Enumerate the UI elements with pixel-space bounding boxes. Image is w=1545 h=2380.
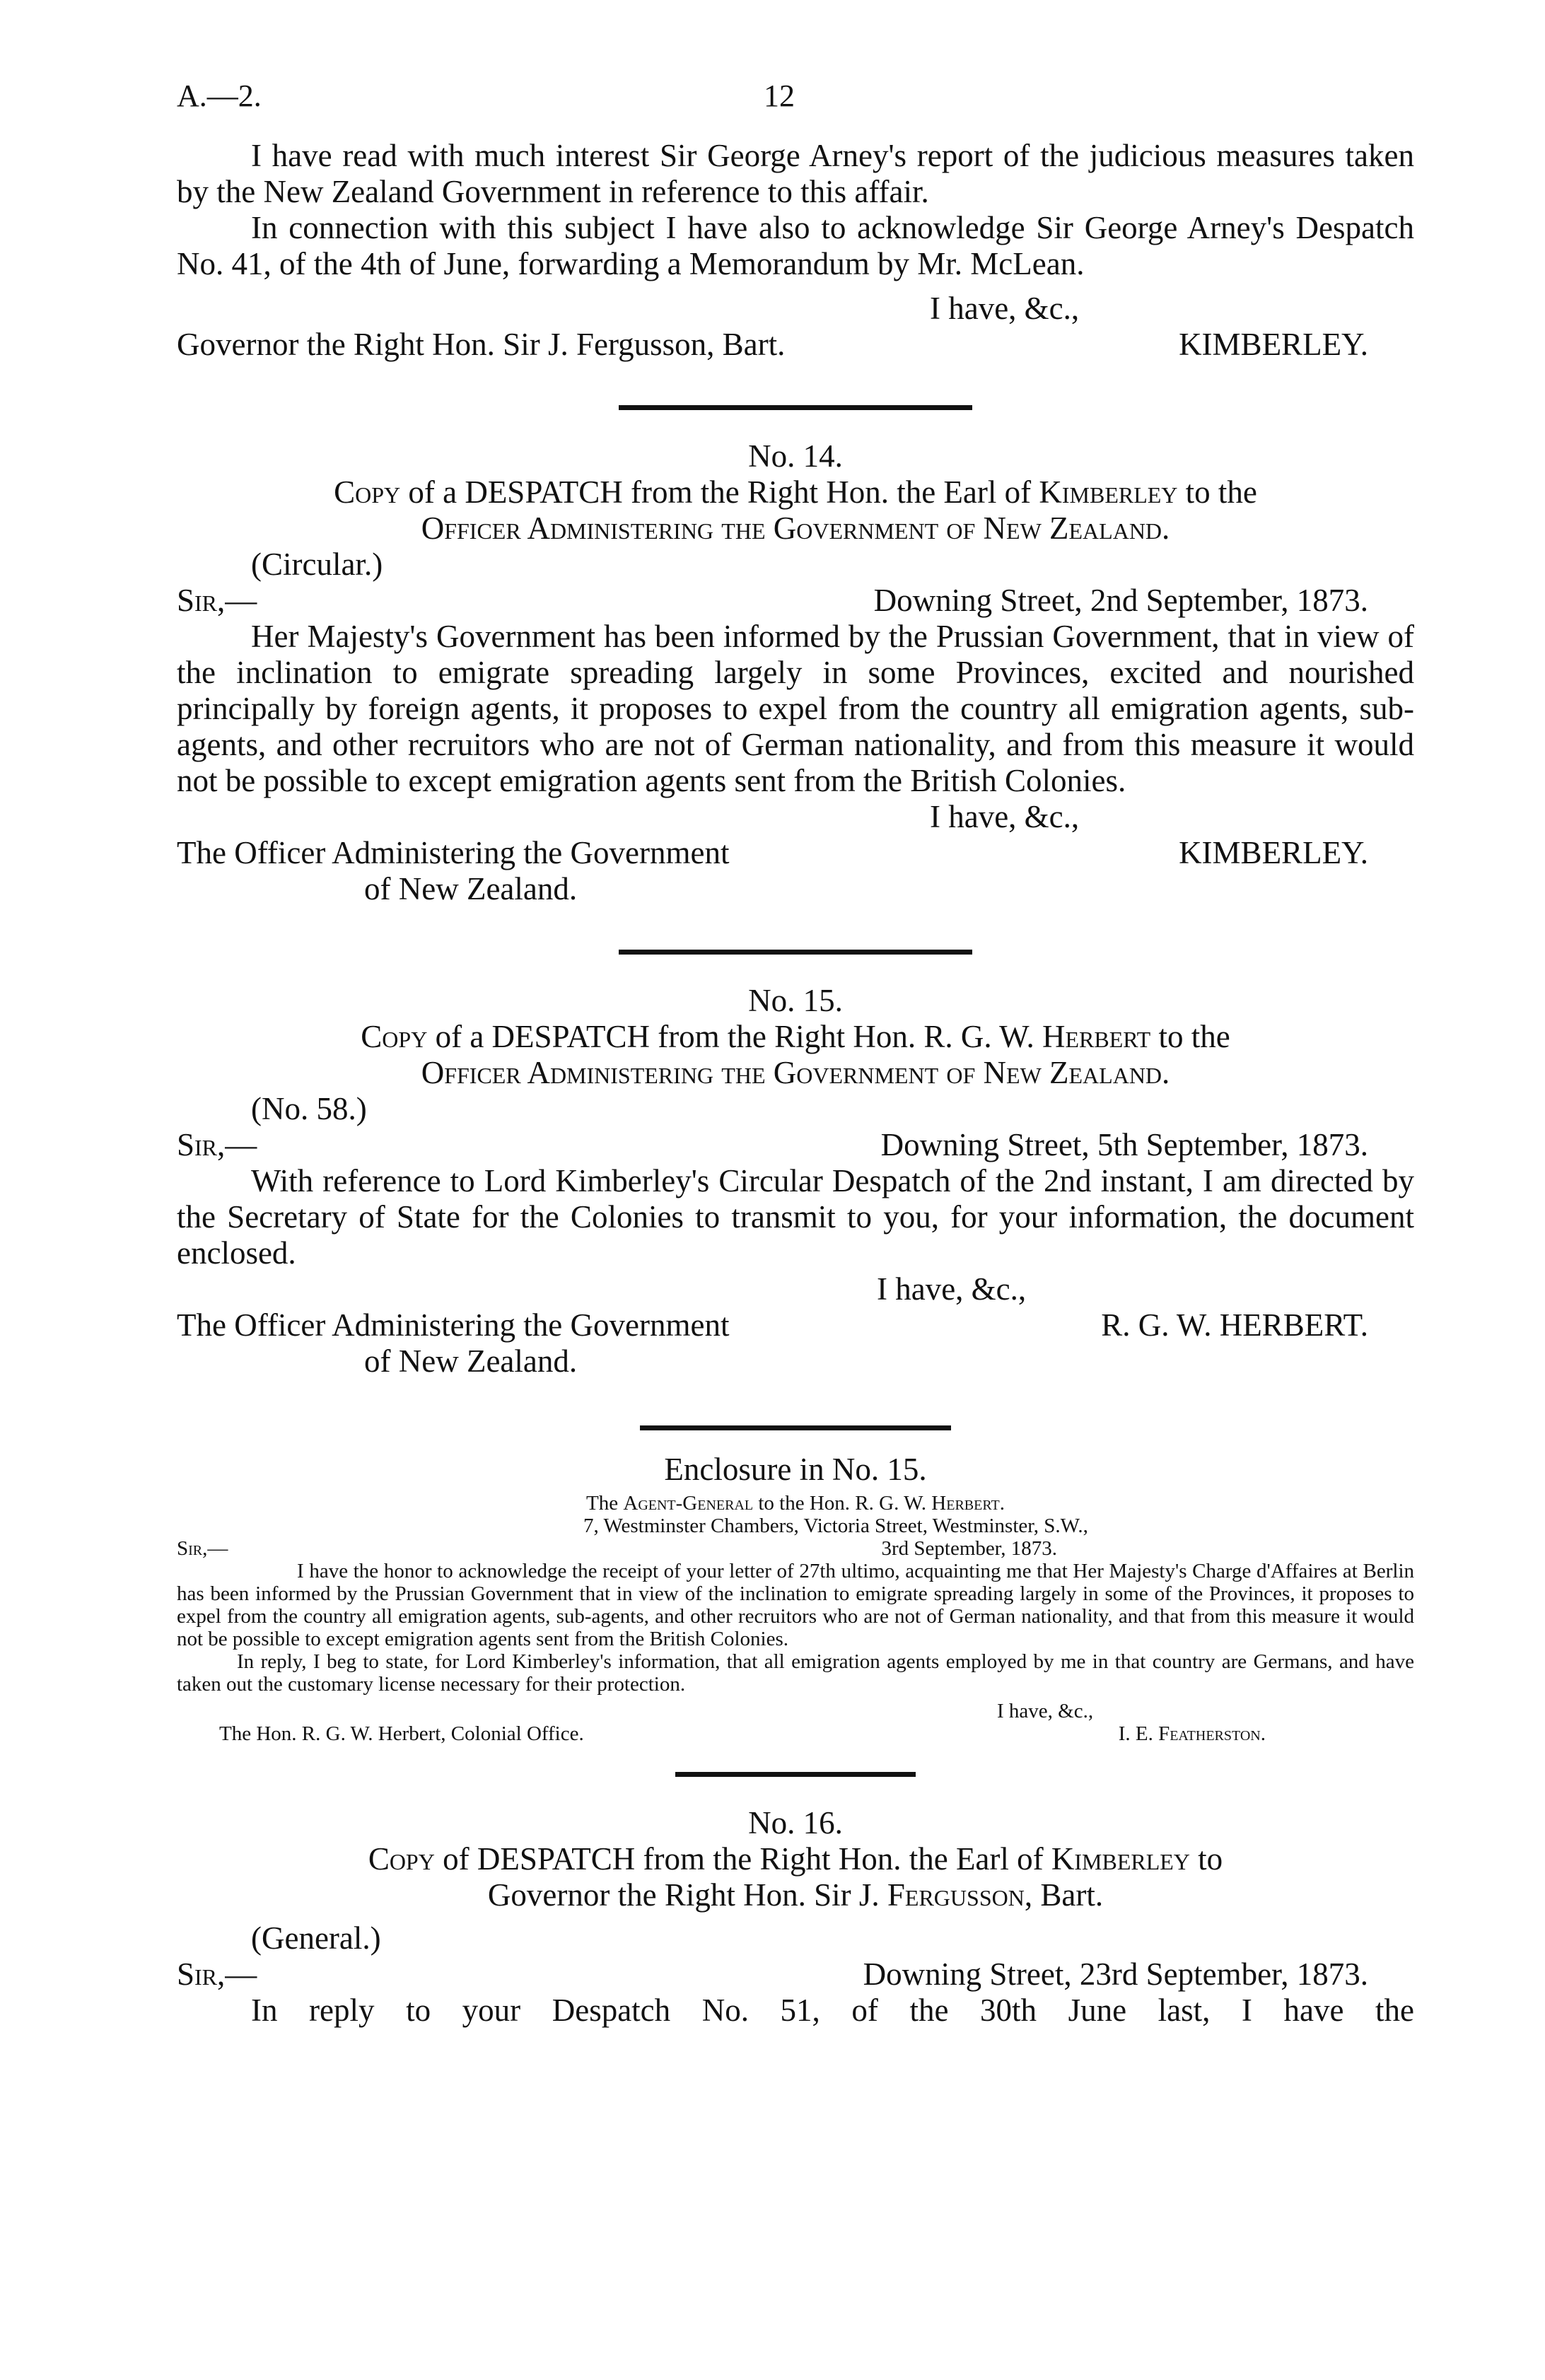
signature-line: [177, 1722, 1414, 1745]
sender-address: 7, Westminster Chambers, Victoria Street, Westminster, S.W.,: [583, 1515, 1088, 1537]
salutation-line: [177, 1956, 1414, 1993]
title-tail: to the: [1185, 474, 1257, 510]
despatch-title: [177, 474, 1414, 511]
subheading-name2: Herbert.: [931, 1492, 1005, 1515]
despatch-13-continuation: [177, 138, 1414, 363]
subheading-name: Agent-General: [623, 1492, 754, 1515]
section-divider: [640, 1425, 951, 1430]
enclosure-subheading: [177, 1492, 1414, 1515]
recipient-pre: Governor the Right Hon. Sir J.: [487, 1877, 880, 1913]
enclosure-15: [177, 1452, 1414, 1745]
addressee: The Hon. R. G. W. Herbert, Colonial Office.: [219, 1722, 584, 1745]
closing-formula: I have, &c.,: [930, 291, 1080, 326]
dateline: Downing Street, 5th September, 1873.: [880, 1127, 1368, 1162]
recipient-post: Bart.: [1040, 1877, 1104, 1913]
document-page: [177, 64, 1414, 2029]
despatch-title: [177, 1841, 1414, 1877]
addressee: The Officer Administering the Government: [177, 1307, 730, 1343]
title-name: Kimberley: [1051, 1841, 1190, 1877]
paragraph: In reply, I beg to state, for Lord Kimberley's information, that all emigration agents employed by me in that country are Germans, and have taken out the customary license necessary for their protection.: [177, 1650, 1414, 1696]
despatch-series: (General.): [251, 1920, 381, 1956]
despatch-series: (No. 58.): [251, 1091, 367, 1126]
signature: KIMBERLEY.: [1179, 835, 1368, 870]
despatch-15: [177, 983, 1414, 1379]
title-copy: Copy: [334, 474, 401, 510]
despatch-title: [177, 1019, 1414, 1055]
title-text: of a DESPATCH from the Right Hon. R. G. W.: [435, 1019, 1034, 1054]
paragraph: I have read with much interest Sir George Arney's report of the judicious measures taken by the New Zealand Government in reference to this affair.: [177, 138, 1414, 209]
title-tail: to the: [1158, 1019, 1230, 1054]
addressee: The Officer Administering the Government: [177, 835, 730, 870]
addressee-continued: of New Zealand.: [364, 871, 578, 906]
paragraph: I have the honor to acknowledge the receipt of your letter of 27th ultimo, acquainting me that Her Majesty's Charge d'Affaires at Berlin has been informed by the Prussian Government that in view of the inclination to emigrate spreading largely in some of the Provinces, it proposes to expel from the country all emigration agents, sub-agents, and other recruitors who are not of German nationality, and that from this measure it would not be possible to except emigration agents sent from the British Colonies.: [177, 1560, 1414, 1650]
page-number: 12: [764, 78, 795, 113]
despatch-14: [177, 438, 1414, 907]
title-tail: to: [1198, 1841, 1223, 1877]
salutation: Sir,—: [177, 1956, 257, 1992]
paragraph: Her Majesty's Government has been informed by the Prussian Government, that in view of the inclination to emigrate spreading largely in some Provinces, excited and nourished principally by foreign agents, it proposes to expel from the country all emigration agents, sub-agents, and other recruitors who are not of German nationality, and from this measure it would not be possible to except emigration agents sent from the British Colonies.: [177, 619, 1414, 798]
signature: KIMBERLEY.: [1179, 327, 1368, 362]
enclosure-heading: Enclosure in No. 15.: [664, 1452, 927, 1487]
despatch-recipient: Officer Administering the Government of New Zealand.: [421, 1055, 1170, 1090]
despatch-recipient: [177, 1877, 1414, 1913]
salutation: Sir,—: [177, 1127, 257, 1162]
signature: I. E. Featherston.: [1118, 1722, 1266, 1745]
subheading-mid: to the Hon. R. G. W.: [758, 1492, 927, 1515]
addressee-continued: of New Zealand.: [364, 1343, 578, 1379]
addressee: Governor the Right Hon. Sir J. Fergusson, Bart.: [177, 327, 786, 362]
closing-formula: I have, &c.,: [877, 1271, 1027, 1307]
signature-line: [177, 835, 1414, 871]
section-divider: [619, 405, 972, 410]
title-text: of DESPATCH from the Right Hon. the Earl of: [443, 1841, 1044, 1877]
despatch-number: No. 14.: [748, 438, 843, 474]
title-copy: Copy: [368, 1841, 435, 1877]
subheading-pre: The: [586, 1492, 619, 1515]
dateline: Downing Street, 2nd September, 1873.: [873, 583, 1368, 618]
signature-line: [177, 1307, 1414, 1343]
paragraph: With reference to Lord Kimberley's Circular Despatch of the 2nd instant, I am directed by the Secretary of State for the Colonies to transmit to you, for your information, the document enclosed.: [177, 1163, 1414, 1271]
title-copy: Copy: [361, 1019, 428, 1054]
dateline: Downing Street, 23rd September, 1873.: [863, 1956, 1368, 1992]
closing-formula: I have, &c.,: [997, 1700, 1094, 1722]
despatch-16: [177, 1805, 1414, 2029]
page-header: [177, 64, 1414, 127]
title-name: Kimberley: [1039, 474, 1178, 510]
salutation: Sir,—: [177, 1537, 228, 1560]
salutation-line: [177, 583, 1414, 619]
despatch-series: (Circular.): [251, 547, 383, 582]
paragraph: In connection with this subject I have also to acknowledge Sir George Arney's Despatch No. 41, of the 4th of June, forwarding a Memorandum by Mr. McLean.: [177, 210, 1414, 281]
section-divider: [619, 950, 972, 955]
despatch-number: No. 15.: [748, 983, 843, 1018]
signature: R. G. W. HERBERT.: [1101, 1307, 1368, 1343]
salutation-line: [177, 1127, 1414, 1163]
salutation: Sir,—: [177, 583, 257, 618]
salutation-line: [177, 1537, 1414, 1560]
recipient-name: Fergusson,: [887, 1877, 1033, 1913]
title-text: of a DESPATCH from the Right Hon. the Earl of: [408, 474, 1032, 510]
parliamentary-reference: A.—2.: [177, 78, 262, 113]
despatch-number: No. 16.: [748, 1805, 843, 1841]
paragraph: In reply to your Despatch No. 51, of the 30th June last, I have the: [251, 1993, 1414, 2028]
title-name: Herbert: [1042, 1019, 1151, 1054]
section-divider: [675, 1772, 916, 1777]
signature-line: [177, 327, 1414, 363]
letter-date: 3rd September, 1873.: [881, 1537, 1057, 1560]
closing-formula: I have, &c.,: [930, 799, 1080, 834]
despatch-recipient: Officer Administering the Government of New Zealand.: [421, 511, 1170, 546]
